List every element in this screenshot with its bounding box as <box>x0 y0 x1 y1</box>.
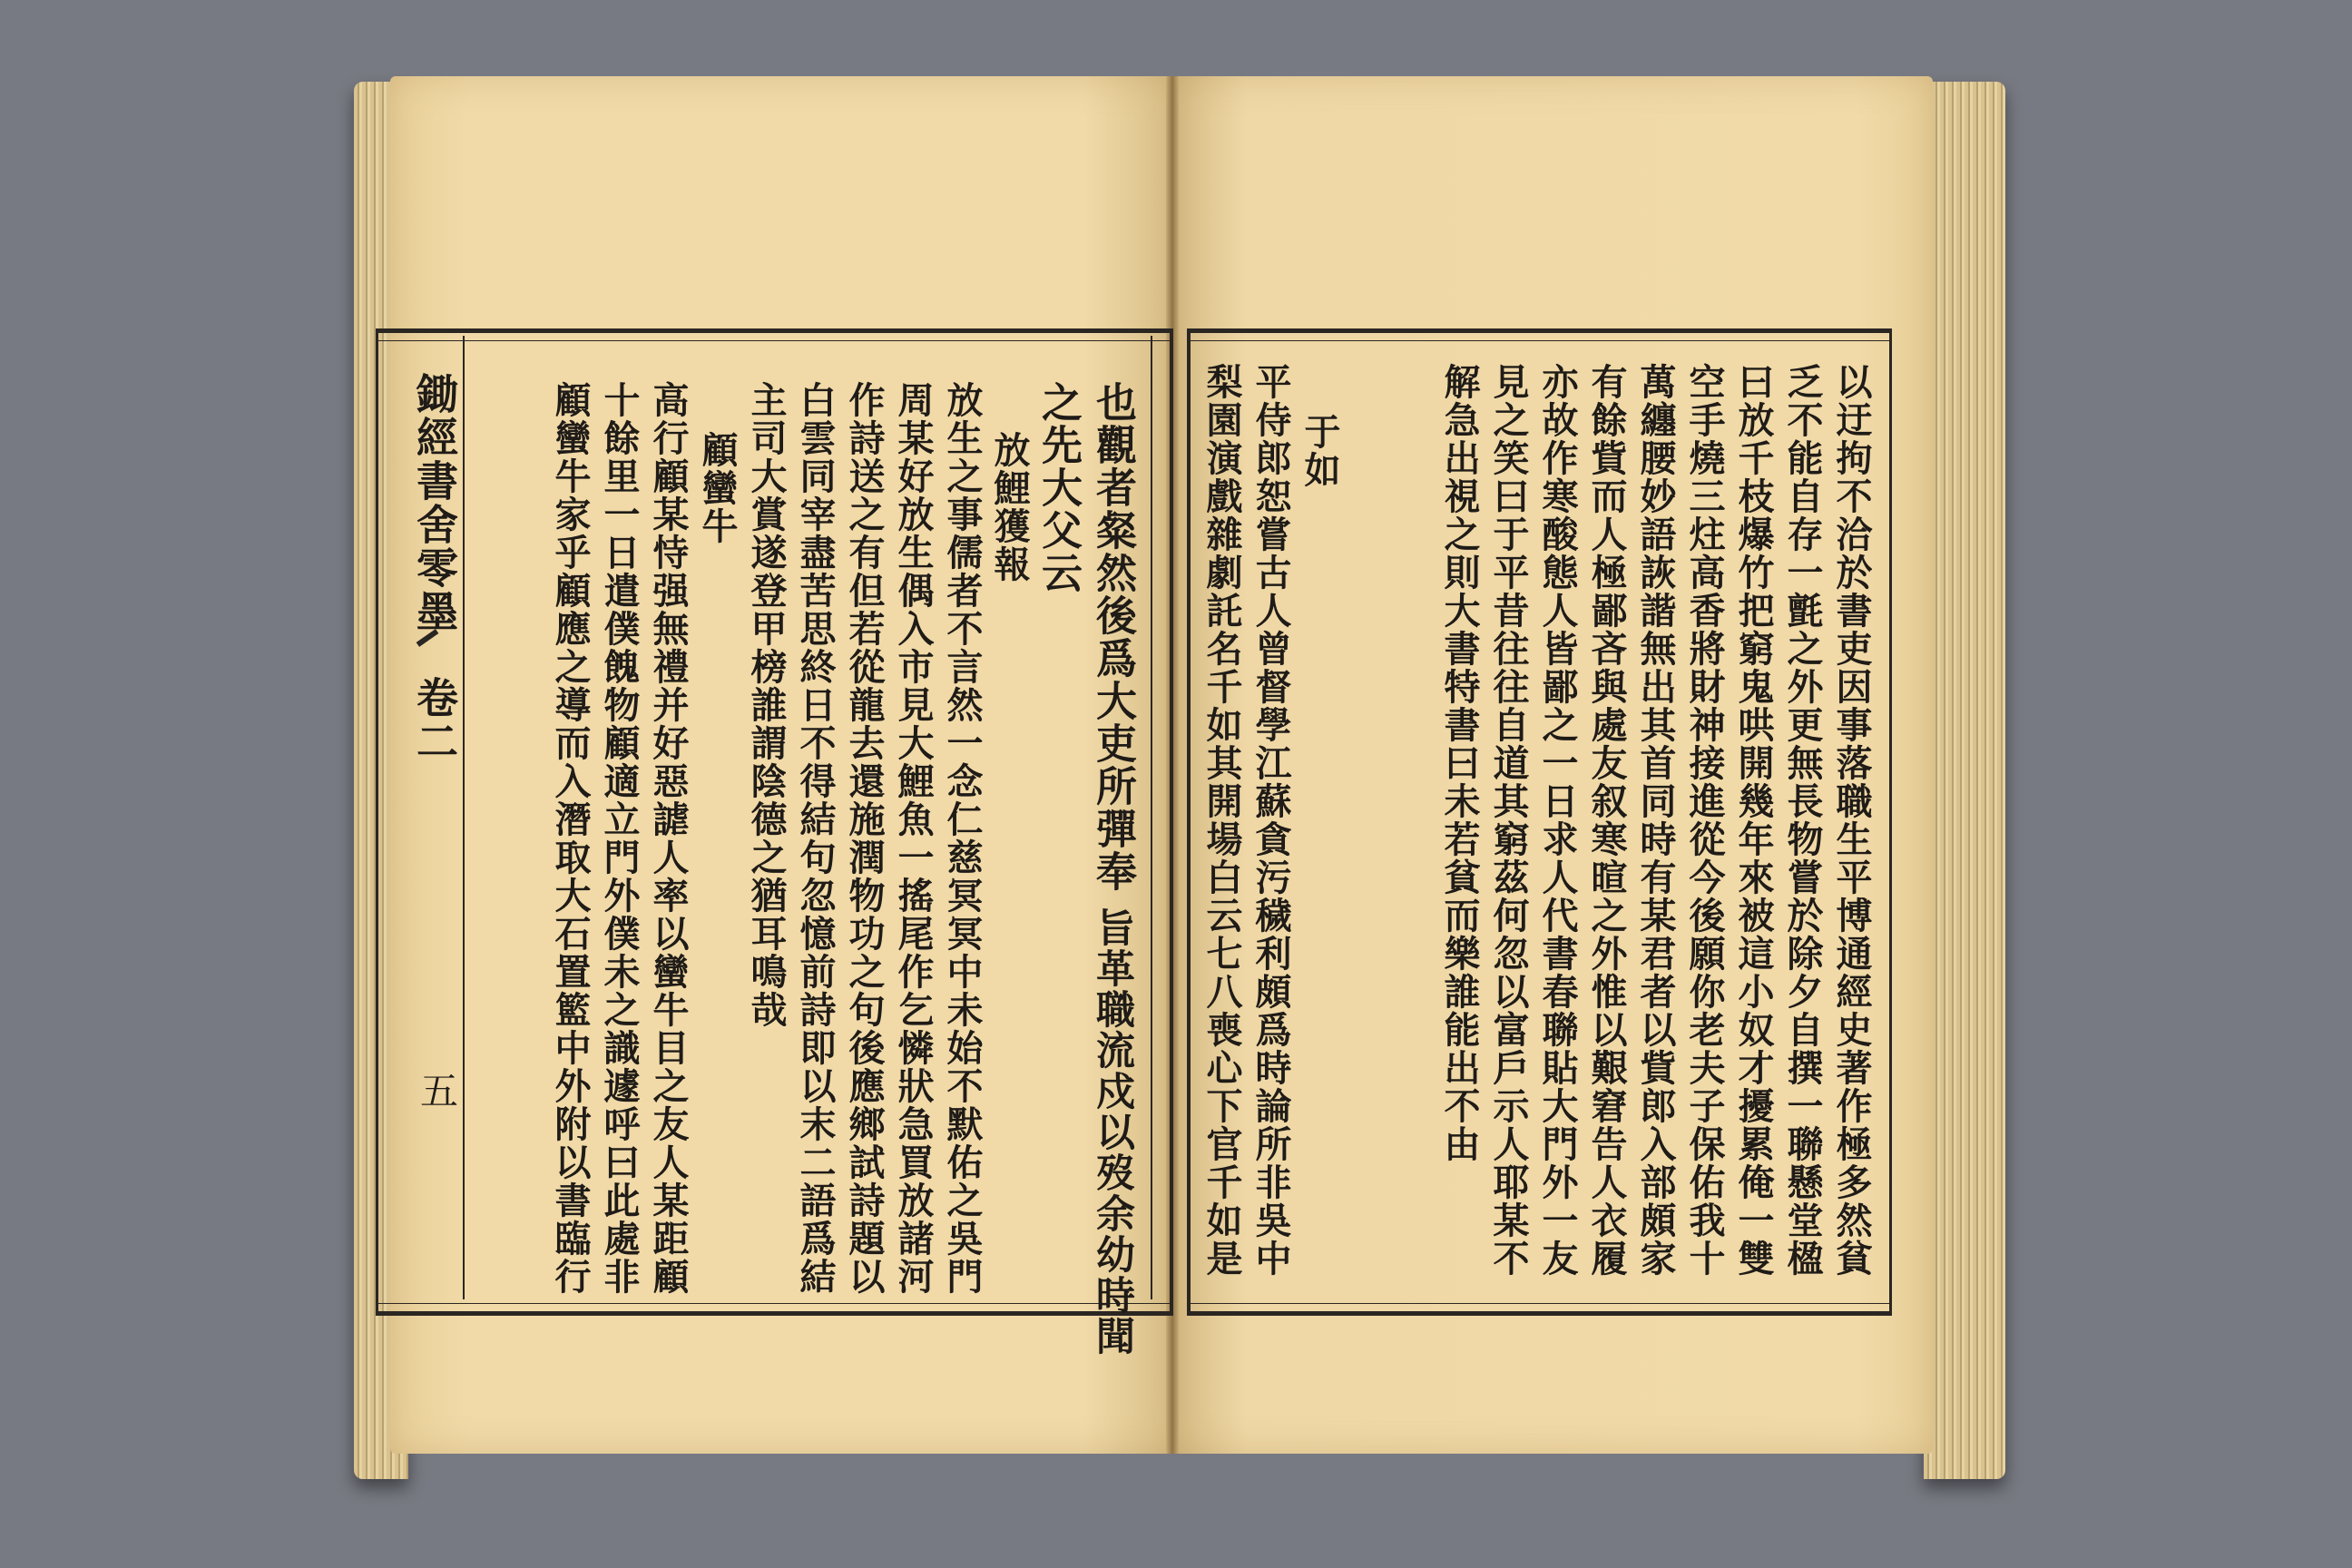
section-heading: 于如 <box>1298 413 1341 489</box>
text-column: 十餘里一日遣僕餽物顧適立門外僕未之識遽呼曰此處非 <box>598 381 641 1296</box>
text-column: 作詩送之有但若從龍去還施潤物功之句後應鄉試詩題以 <box>843 381 886 1296</box>
page-number: 五 <box>415 1071 459 1111</box>
text-column: 顧蠻牛家乎顧應之導而入潛取大石置籃中外附以書臨行 <box>549 381 592 1296</box>
right-page-edges <box>1924 82 2005 1479</box>
text-column: 之先大父云 <box>1034 381 1083 594</box>
text-column: 周某好放生偶入市見大鯉魚一搖尾作乞憐狀急買放諸河 <box>892 381 935 1296</box>
text-column: 萬纏腰妙語詼諧無出其首同時有某君者以貲郎入部頗家 <box>1634 363 1677 1278</box>
text-column: 乏不能自存一氈之外更無長物嘗於除夕自撰一聯懸堂楹 <box>1781 363 1824 1278</box>
text-column: 高行顧某恃强無禮并好惡謔人率以蠻牛目之友人某距顧 <box>647 381 690 1296</box>
section-heading: 放鯉獲報 <box>988 431 1031 583</box>
text-column: 以迂拘不洽於書吏因事落職生平博通經史著作極多然貧 <box>1830 363 1873 1278</box>
text-column: 曰放千枝爆竹把窮鬼哄開幾年來被這小奴才擾累俺一雙 <box>1732 363 1775 1278</box>
text-column: 白雲同宰盡苦思終日不得結句忽憶前詩即以末二語爲結 <box>794 381 837 1296</box>
section-heading: 顧蠻牛 <box>696 431 739 545</box>
text-column: 平侍郎恕嘗古人曾督學江蘇貪污穢利頗爲時論所非吳中 <box>1250 363 1292 1278</box>
text-column: 空手燒三炷高香將財神接進從今後願你老夫子保佑我十 <box>1683 363 1726 1278</box>
text-column: 旨革職流戍以歿余幼時聞 <box>1090 907 1135 1357</box>
book-title: 鋤經書舍零墨 <box>410 372 459 633</box>
text-column: 解急出視之則大書特書曰未若貧而樂誰能出不由 <box>1438 363 1481 1163</box>
left-body-rule <box>1151 336 1152 1299</box>
text-column: 主司大賞遂登甲榜誰謂陰德之猶耳鳴哉 <box>745 381 788 1029</box>
margin-rule <box>463 336 465 1299</box>
text-column: 亦故作寒酸態人皆鄙之一日求人代書春聯貼大門外一友 <box>1536 363 1579 1278</box>
volume-label: 卷二 <box>410 676 459 763</box>
text-column: 放生之事儒者不言然一念仁慈冥冥中未始不默佑之吳門 <box>941 381 984 1296</box>
text-column: 梨園演戲雜劇託名千如其開場白云七八喪心下官千如是 <box>1200 363 1243 1278</box>
text-column: 有餘貲而人極鄙吝與處友叙寒暄之外惟以艱窘告人衣履 <box>1585 363 1628 1278</box>
text-column: 也觀者粲然後爲大吏所彈奉 <box>1089 381 1137 893</box>
text-column: 見之笑曰于平昔往往自道其窮茲何忽以富戶示人耶某不 <box>1487 363 1530 1278</box>
